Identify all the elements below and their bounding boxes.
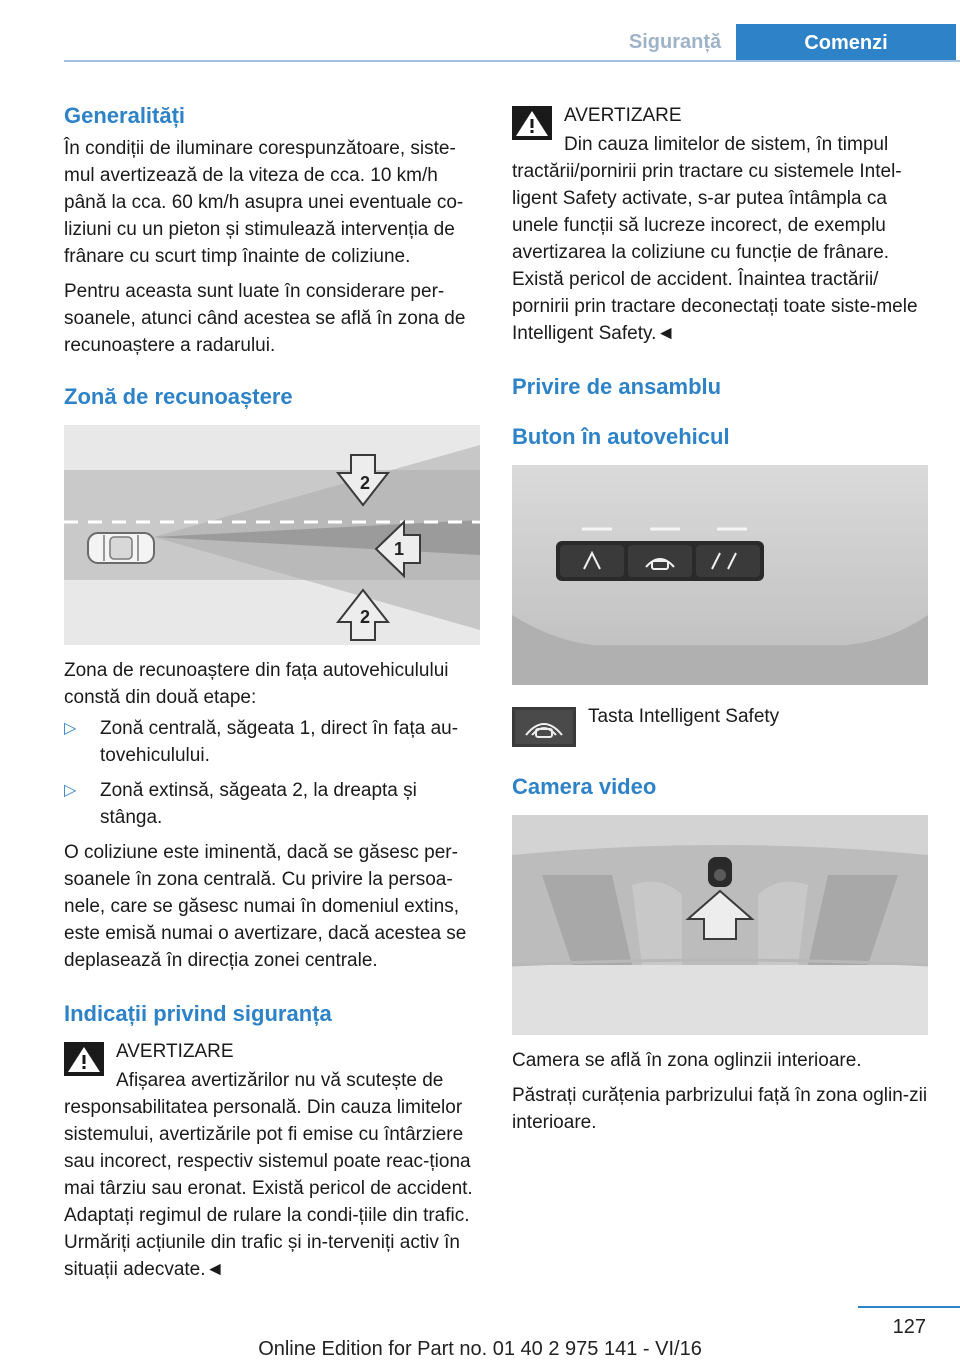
camera-location-image xyxy=(512,815,928,1035)
header-rule xyxy=(64,60,960,62)
heading-detection-zone: Zonă de recunoaștere xyxy=(64,384,293,409)
heading-video-camera: Camera video xyxy=(512,774,657,799)
arrow-label-2-bottom: 2 xyxy=(360,607,371,627)
intelligent-safety-button-icon xyxy=(512,707,576,747)
header-tab-section: Siguranță xyxy=(628,31,722,53)
car-icon xyxy=(88,533,154,563)
warning-triangle-icon xyxy=(512,106,552,140)
camera-photo xyxy=(512,815,928,1035)
button-caption: Tasta Intelligent Safety xyxy=(588,706,780,727)
list-item xyxy=(64,777,480,831)
heading-general: Generalități xyxy=(64,103,186,128)
header-tab-chapter: Comenzi xyxy=(736,24,956,62)
paragraph-general-1: În condiții de iluminare corespunzătoare, siste-mul avertizează de la viteza de cca. 10 km/h până la cca. 60 km/h asupra unei eventuale co-liziuni cu un pieton și stimulează intervenția de frânare cu scurt timp înainte de coliziune. xyxy=(64,138,464,267)
right-column xyxy=(512,102,928,1136)
zone-list xyxy=(64,715,480,831)
paragraph-collision: O coliziune este iminentă, dacă se găsesc per-soanele în zona centrală. Cu privire la persoa-nele, care se găsesc numai în domeniul extins, este emisă numai o avertizare, dacă acestea se deplasează în direcția zonei centrale. xyxy=(64,842,467,971)
warning-text: Afișarea avertizărilor nu vă scutește de responsabilitatea personală. Din cauza limitelor sistemului, avertizările pot fi emise cu întârziere sau incorect, respectiv sistemul poate reac-ționa mai târziu sau eronat. Există pericol de accident. Adaptați regimul de rulare la condi-țiile din trafic. Urmăriți acțiunile din trafic și in-terveniți activ în situații adecvate.◄ xyxy=(64,1070,473,1280)
warning-title: AVERTIZARE xyxy=(564,105,682,126)
list-item-text: Zonă extinsă, săgeata 2, la dreapta și stânga. xyxy=(100,780,417,828)
button-caption-row xyxy=(512,707,928,747)
warning-text: Din cauza limitelor de sistem, în timpul tractării/pornirii prin tractare cu sistemele Intel-ligent Safety activate, s-ar putea întâmpla ca unele funcții să lucreze incorect, de exemplu avertizarea la coliziune cu funcție de frânare. Există pericol de accident. Înaintea tractării/ pornirii prin tractare deconectați toate siste-mele Intelligent Safety.◄ xyxy=(512,134,918,344)
footer-edition: Online Edition for Part no. 01 40 2 975 141 - VI/16 xyxy=(258,1338,702,1360)
triangle-bullet-icon: ▷ xyxy=(64,782,77,799)
paragraph-general-2: Pentru aceasta sunt luate în considerare per-soanele, atunci când acestea se află în zona de recunoaștere a radarului. xyxy=(64,281,466,356)
paragraph-camera-clean: Păstrați curățenia parbrizului față în zona oglin-zii interioare. xyxy=(512,1085,928,1133)
triangle-bullet-icon: ▷ xyxy=(64,720,77,737)
paragraph-zone-intro: Zona de recunoaștere din fața autovehiculului constă din două etape: xyxy=(64,660,449,708)
footer-rule xyxy=(858,1306,960,1308)
arrow-label-2-top: 2 xyxy=(360,473,371,493)
heading-button-in-vehicle: Buton în autovehicul xyxy=(512,424,730,449)
left-column xyxy=(64,102,480,1283)
heading-safety-notes: Indicații privind siguranța xyxy=(64,1001,332,1026)
detection-zone-diagram xyxy=(64,425,480,645)
warning-block-left xyxy=(64,1038,480,1283)
list-item-text: Zonă centrală, săgeata 1, direct în fața au-tovehiculului. xyxy=(100,718,459,766)
page-number: 127 xyxy=(892,1316,926,1338)
warning-title: AVERTIZARE xyxy=(116,1041,234,1062)
button-panel-photo xyxy=(512,465,928,685)
arrow-label-1: 1 xyxy=(394,539,405,559)
warning-block-right xyxy=(512,102,928,347)
list-item xyxy=(64,715,480,769)
button-panel-image xyxy=(512,465,928,685)
detection-zone-figure xyxy=(64,425,480,645)
heading-overview: Privire de ansamblu xyxy=(512,374,722,399)
warning-triangle-icon xyxy=(64,1042,104,1076)
paragraph-camera-location: Camera se află în zona oglinzii interioare. xyxy=(512,1050,862,1071)
